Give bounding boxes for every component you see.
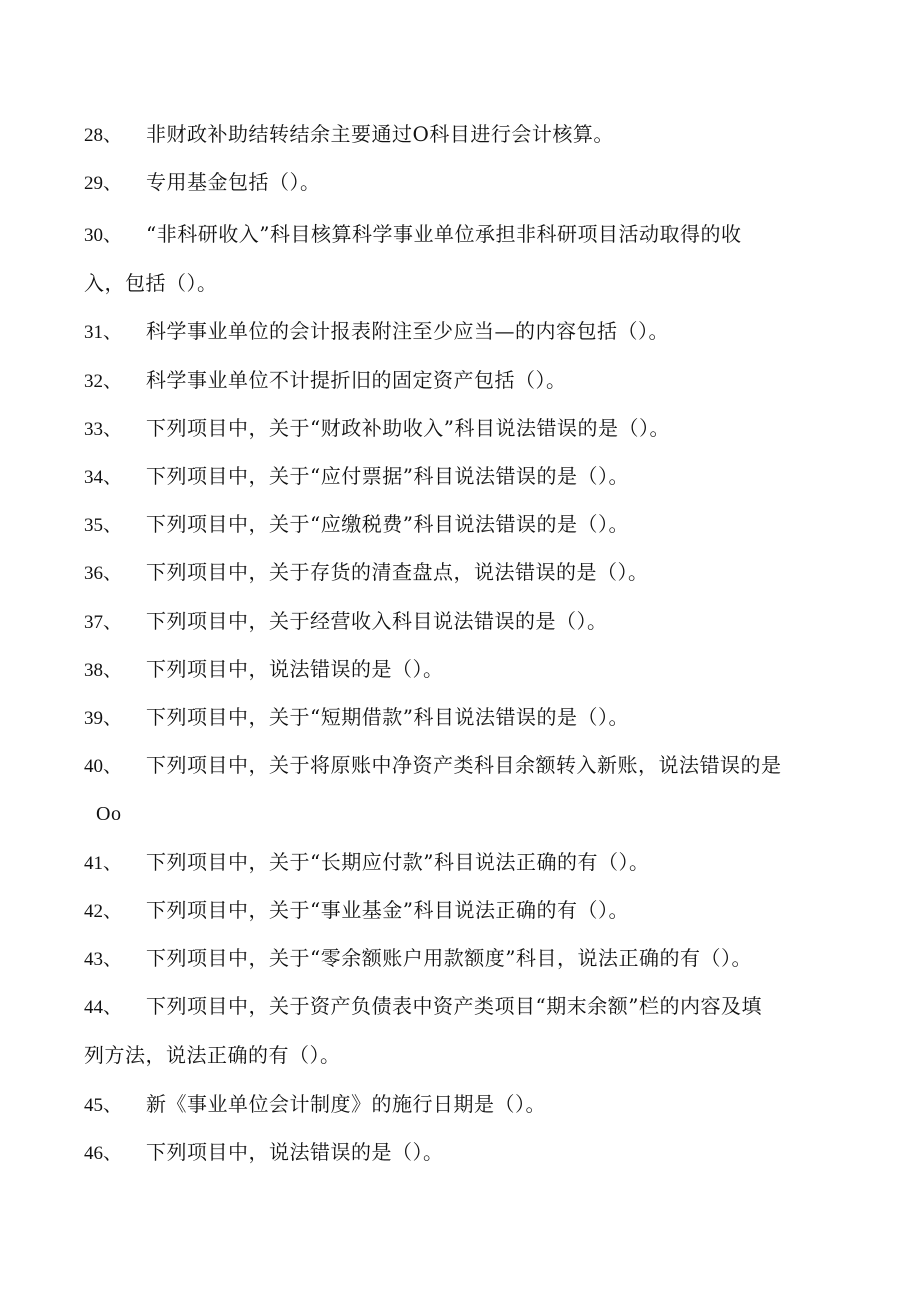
question-44 xyxy=(84,982,834,1032)
question-number: 43、 xyxy=(84,949,123,970)
question-30 xyxy=(84,210,834,260)
question-37 xyxy=(84,597,834,647)
question-38 xyxy=(84,645,834,695)
question-number: 34、 xyxy=(84,467,123,488)
question-number: 33、 xyxy=(84,419,123,440)
question-number: 29、 xyxy=(84,173,123,194)
question-text: 下列项目中，关于经营收入科目说法错误的是（）。 xyxy=(146,609,608,633)
question-text: 下列项目中，关于存货的清查盘点，说法错误的是（）。 xyxy=(146,560,649,584)
question-text: 科学事业单位的会计报表附注至少应当—的内容包括（）。 xyxy=(146,319,669,343)
question-text: 下列项目中，说法错误的是（）。 xyxy=(146,1140,444,1164)
question-text: 下列项目中，关于“事业基金”科目说法正确的有（）。 xyxy=(146,898,629,922)
question-text: 科学事业单位不计提折旧的固定资产包括（）。 xyxy=(146,368,567,392)
question-number: 30、 xyxy=(84,225,123,246)
question-40 xyxy=(84,741,834,791)
question-29 xyxy=(84,158,834,208)
question-text: 下列项目中，关于“应付票据”科目说法错误的是（）。 xyxy=(146,464,629,488)
question-39 xyxy=(84,693,834,743)
question-text: 新《事业单位会计制度》的施行日期是（）。 xyxy=(146,1092,546,1116)
question-text: 下列项目中，关于资产负债表中资产类项目“期末余额”栏的内容及填 xyxy=(146,994,762,1018)
question-text: 下列项目中，关于将原账中净资产类科目余额转入新账，说法错误的是 xyxy=(146,753,782,777)
question-number: 38、 xyxy=(84,660,123,681)
question-number: 28、 xyxy=(84,125,123,146)
question-44-continuation: 列方法，说法正确的有（）。 xyxy=(84,1043,341,1067)
question-text: 专用基金包括（）。 xyxy=(146,170,321,194)
question-number: 31、 xyxy=(84,322,123,343)
question-30-continuation: 入，包括（）。 xyxy=(84,271,218,295)
question-number: 32、 xyxy=(84,371,123,392)
question-text: 下列项目中，关于“短期借款”科目说法错误的是（）。 xyxy=(146,705,629,729)
question-number: 44、 xyxy=(84,997,123,1018)
question-text: 下列项目中，关于“财政补助收入”科目说法错误的是（）。 xyxy=(146,416,670,440)
question-number: 36、 xyxy=(84,563,123,584)
question-35 xyxy=(84,500,834,550)
question-number: 35、 xyxy=(84,515,123,536)
question-text: “非科研收入”科目核算科学事业单位承担非科研项目活动取得的收 xyxy=(146,222,742,246)
question-number: 42、 xyxy=(84,901,123,922)
question-text: 下列项目中，说法错误的是（）。 xyxy=(146,657,444,681)
question-31 xyxy=(84,307,834,357)
question-32 xyxy=(84,356,834,406)
question-45 xyxy=(84,1080,834,1130)
question-36 xyxy=(84,548,834,598)
question-46 xyxy=(84,1128,834,1178)
question-text: 非财政补助结转结余主要通过O科目进行会计核算。 xyxy=(146,122,614,146)
question-40-continuation: Oo xyxy=(96,803,122,825)
question-number: 39、 xyxy=(84,708,123,729)
question-text: 下列项目中，关于“长期应付款”科目说法正确的有（）。 xyxy=(146,850,650,874)
question-number: 40、 xyxy=(84,756,123,777)
question-41 xyxy=(84,838,834,888)
question-33 xyxy=(84,404,834,454)
question-number: 41、 xyxy=(84,853,123,874)
question-text: 下列项目中，关于“零余额账户用款额度”科目，说法正确的有（）。 xyxy=(146,946,752,970)
question-28 xyxy=(84,110,834,160)
question-34 xyxy=(84,452,834,502)
question-43 xyxy=(84,934,834,984)
question-number: 45、 xyxy=(84,1095,123,1116)
question-number: 37、 xyxy=(84,612,123,633)
question-42 xyxy=(84,886,834,936)
question-text: 下列项目中，关于“应缴税费”科目说法错误的是（）。 xyxy=(146,512,629,536)
question-number: 46、 xyxy=(84,1143,123,1164)
